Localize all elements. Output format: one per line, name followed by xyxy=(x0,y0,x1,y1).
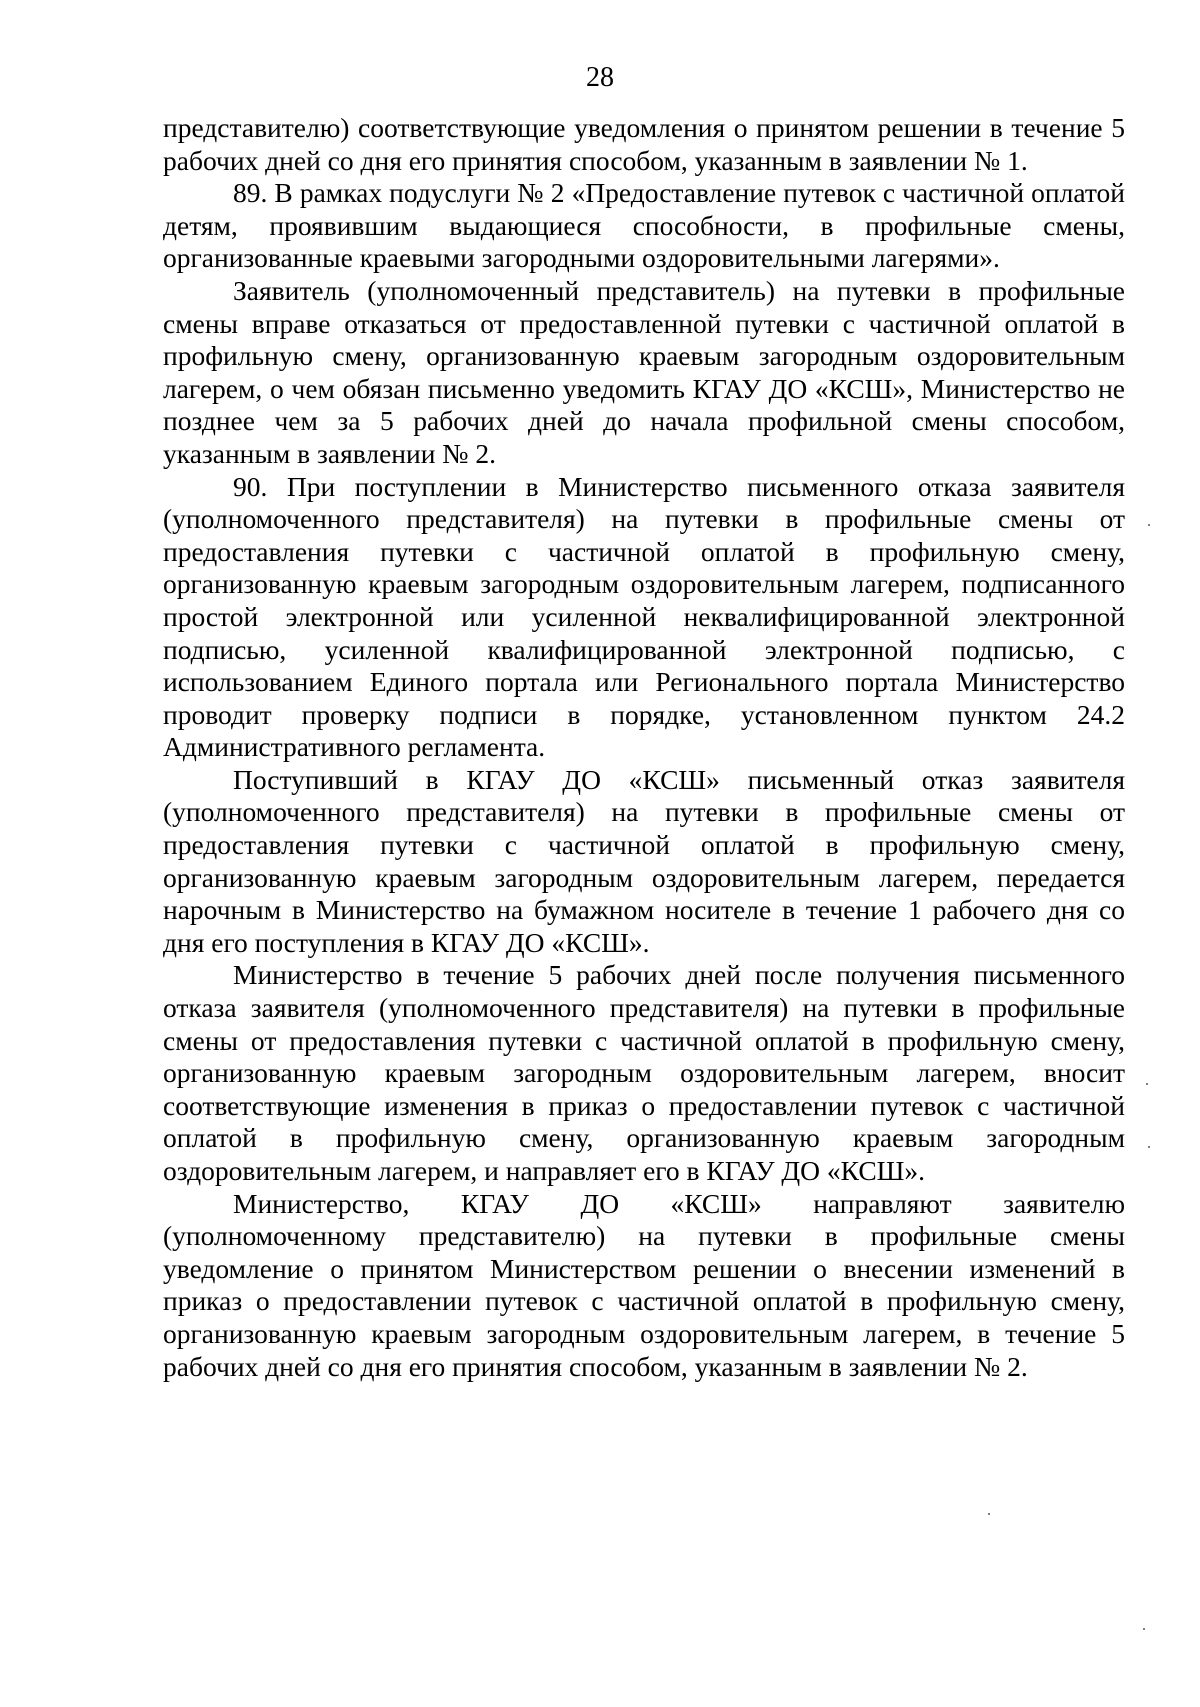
scan-speck xyxy=(1148,1146,1150,1148)
paragraph-ministry-changes: Министерство в течение 5 рабочих дней после получения письменного отказа заявителя (уполномоченного представителя) на путевки в профильные смены от предоставления путевки с частичной оплатой в профильную смену, организованную краевым загородным оздоровительным лагерем, вносит соответствующие изменения в приказ о предоставлении путевок с частичной оплатой в профильную смену, организованную краевым загородным оздоровительным лагерем, и направляет его в КГАУ ДО «КСШ». xyxy=(163,959,1125,1186)
paragraph-applicant-refusal: Заявитель (уполномоченный представитель) на путевки в профильные смены вправе отказаться от предоставленной путевки с частичной оплатой в профильную смену, организованную краевым загородным оздоровительным лагерем, о чем обязан письменно уведомить КГАУ ДО «КСШ», Министерство не позднее чем за 5 рабочих дней до начала профильной смены способом, указанным в заявлении № 2. xyxy=(163,274,1125,469)
paragraph-90: 90. При поступлении в Министерство письменного отказа заявителя (уполномоченного представителя) на путевки в профильные смены от предоставления путевки с частичной оплатой в профильную смену, организованную краевым загородным оздоровительным лагерем, подписанного простой электронной или усиленной неквалифицированной электронной подписью, усиленной квалифицированной электронной подписью, с использованием Единого портала или Регионального портала Министерство проводит проверку подписи в порядке, установленном пунктом 24.2 Административного регламента. xyxy=(163,470,1125,763)
paragraph-continuation: представителю) соответствующие уведомления о принятом решении в течение 5 рабочих дней со дня его принятия способом, указанным в заявлении № 1. xyxy=(163,112,1125,176)
paragraph-89: 89. В рамках подуслуги № 2 «Предоставление путевок с частичной оплатой детям, проявившим выдающиеся способности, в профильные смены, организованные краевыми загородными оздоровительными лагерями». xyxy=(163,177,1125,274)
scan-speck xyxy=(1143,1628,1145,1630)
paragraph-notification: Министерство, КГАУ ДО «КСШ» направляют заявителю (уполномоченному представителю) на путевки в профильные смены уведомление о принятом Министерством решении о внесении изменений в приказ о предоставлении путевок с частичной оплатой в профильную смену, организованную краевым загородным оздоровительным лагерем, в течение 5 рабочих дней со дня его принятия способом, указанным в заявлении № 2. xyxy=(163,1187,1125,1382)
scan-speck xyxy=(1146,1083,1148,1085)
document-body xyxy=(163,112,1125,1383)
page-number: 28 xyxy=(586,62,614,93)
paragraph-ksh-refusal-transfer: Поступивший в КГАУ ДО «КСШ» письменный отказ заявителя (уполномоченного представителя) на путевки в профильные смены от предоставления путевки с частичной оплатой в профильную смену, организованную краевым загородным оздоровительным лагерем, передается нарочным в Министерство на бумажном носителе в течение 1 рабочего дня со дня его поступления в КГАУ ДО «КСШ». xyxy=(163,763,1125,958)
scan-speck xyxy=(1148,524,1150,526)
scan-speck xyxy=(988,1513,990,1515)
